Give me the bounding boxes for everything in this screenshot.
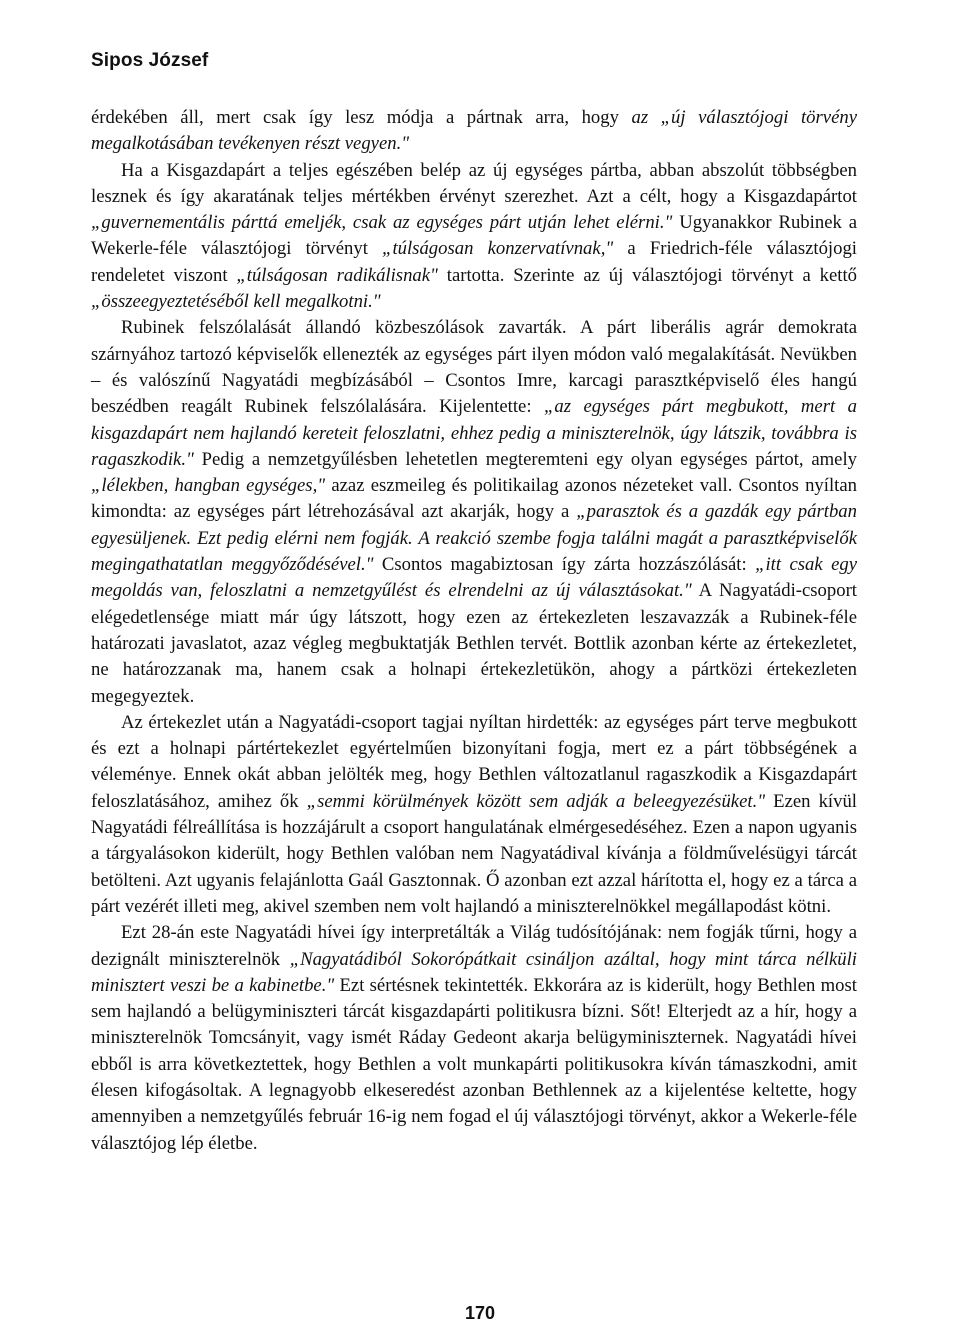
text-run: Ezt sértésnek tekintették. Ekkorára az is kiderült, hogy Bethlen most sem hajlandó a belügyminiszteri tárcát kisgazdapárti politikusra bízni. Sőt! Elterjedt az a hír, hogy a miniszterelnök Tomcsányit, vagy ismét Ráday Gedeont akarja belügyminiszternek. Nagyatádi hívei ebből is arra következtettek, hogy Bethlen a volt munkapárti politikusokra kíván támaszkodni, amit élesen kifogásoltak. A legnagyobb elkeseredést azonban Bethlennek az a kijelentése keltette, hogy amennyiben a nemzetgyűlés február 16-ig nem fogad el új választójogi törvényt, akkor a Wekerle-féle választójog lép életbe. bbox=[91, 974, 857, 1154]
quoted-italic-text: „lélekben, hangban egységes," bbox=[91, 475, 326, 497]
quoted-italic-text: „itt csak egy megoldás van, feloszlatni a nemzetgyűlést és elrendelni az új választásokat." bbox=[91, 554, 857, 602]
quoted-italic-text: „túlságosan konzervatívnak," bbox=[382, 238, 614, 260]
text-run: Rubinek felszólalását állandó közbeszólások zavarták. A párt liberális agrár demokrata szárnyához tartozó képviselők ellenezték az egységes párt ilyen módon való megalakítását. Nevükben – és valószínű Nagyatádi megbízásából – Csontos Imre, karcagi parasztképviselő éles hangú beszédben reagált Rubinek felszólalására. Kijelentette: bbox=[91, 317, 857, 418]
text-run: Csontos magabiztosan így zárta hozzászólását: bbox=[373, 554, 756, 576]
body-text bbox=[91, 105, 857, 1157]
text-run: a Friedrich-féle választójogi rendeletet viszont bbox=[91, 238, 858, 286]
text-run: Az értekezlet után a Nagyatádi-csoport tagjai nyíltan hirdették: az egységes párt terve megbukott és ezt a holnapi pártértekezlet egyértelműen bizonyítani fogja, mert ez a párt többségének a véleménye. Ennek okát abban jelölték meg, hogy Bethlen változatlanul ragaszkodik a Kisgazdapárt feloszlatásához, amihez ők bbox=[91, 711, 857, 812]
text-run: tartotta. Szerinte az új választójogi törvényt a kettő bbox=[437, 264, 857, 286]
quoted-italic-text: „az egységes párt megbukott, mert a kisgazdapárt nem hajlandó kereteit feloszlatni, ehhez pedig a miniszterelnök, úgy látszik, továbbra is ragaszkodik." bbox=[91, 396, 857, 470]
text-run: Ezt 28-án este Nagyatádi hívei így interpretálták a Világ tudósítójának: nem fogják tűrni, hogy a dezignált miniszterelnök bbox=[91, 922, 857, 970]
paragraph bbox=[91, 105, 857, 158]
text-run: Ugyanakkor Rubinek a Wekerle-féle választójogi törvényt bbox=[91, 212, 857, 260]
quoted-italic-text: „parasztok és a gazdák egy pártban egyesüljenek. Ezt pedig elérni nem fogják. A reakció szembe fogja találni magát a parasztképviselők megingathatatlan meggyőződésével." bbox=[91, 501, 857, 576]
quoted-italic-text: „túlságosan radikálisnak" bbox=[236, 264, 438, 286]
paragraph bbox=[91, 920, 857, 1157]
text-run: azaz eszmeileg és politikailag azonos nézeteket vall. Csontos nyíltan kimondta: az egységes párt létrehozásával azt akarják, hogy a bbox=[91, 475, 857, 523]
quoted-italic-text: az „új választójogi törvény megalkotásában tevékenyen részt vegyen." bbox=[91, 107, 858, 155]
quoted-italic-text: „guvernementális párttá emeljék, csak az egységes párt utján lehet elérni." bbox=[91, 212, 673, 234]
quoted-italic-text: „összeegyeztetéséből kell megalkotni." bbox=[91, 291, 381, 313]
running-header-author: Sipos József bbox=[91, 50, 209, 71]
quoted-italic-text: „Nagyatádiból Sokorópátkait csináljon azáltal, hogy mint tárca nélküli minisztert veszi be a kabinetbe." bbox=[91, 948, 857, 996]
text-run: Pedig a nemzetgyűlésben lehetetlen megteremteni egy olyan egységes pártot, amely bbox=[193, 448, 857, 470]
quoted-italic-text: „semmi körülmények között sem adják a beleegyezésüket." bbox=[306, 790, 766, 812]
text-run: A Nagyatádi-csoport elégedetlensége miatt már úgy látszott, hogy ezen az értekezleten leszavazzák a Rubinek-féle határozati javaslatot, azaz végleg megbuktatják Bethlen tervét. Bottlik azonban kérte az értekezletet, ne határozzanak ma, hanem csak a holnapi értekezletükön, ahogy a pártközi értekezleten megegyeztek. bbox=[91, 580, 857, 707]
text-run: Ezen kívül Nagyatádi félreállítása is hozzájárult a csoport hangulatának elmérgesedéséhez. Ezen a napon ugyanis a tárgyalásokon kiderült, hogy Bethlen valóban nem Nagyatádival kívánja a földművelésügyi tárcát betölteni. Azt ugyanis felajánlotta Gaál Gasztonnak. Ő azonban ezt azzal hárította el, hogy ez a tárca a párt vezérét illeti meg, akivel szemben nem volt hajlandó a miniszterelnökkel megállapodást kötni. bbox=[91, 790, 857, 917]
paragraph bbox=[91, 315, 857, 709]
text-run: Ha a Kisgazdapárt a teljes egészében belép az új egységes pártba, abban abszolút többségben lesznek és így akaratának teljes mértékben érvényt szerezhet. Azt a célt, hogy a Kisgazdapártot bbox=[91, 159, 857, 207]
page-number: 170 bbox=[464, 1303, 496, 1323]
paragraph bbox=[91, 158, 857, 316]
text-run: érdekében áll, mert csak így lesz módja a pártnak arra, hogy bbox=[91, 107, 632, 128]
paragraph bbox=[91, 710, 857, 920]
